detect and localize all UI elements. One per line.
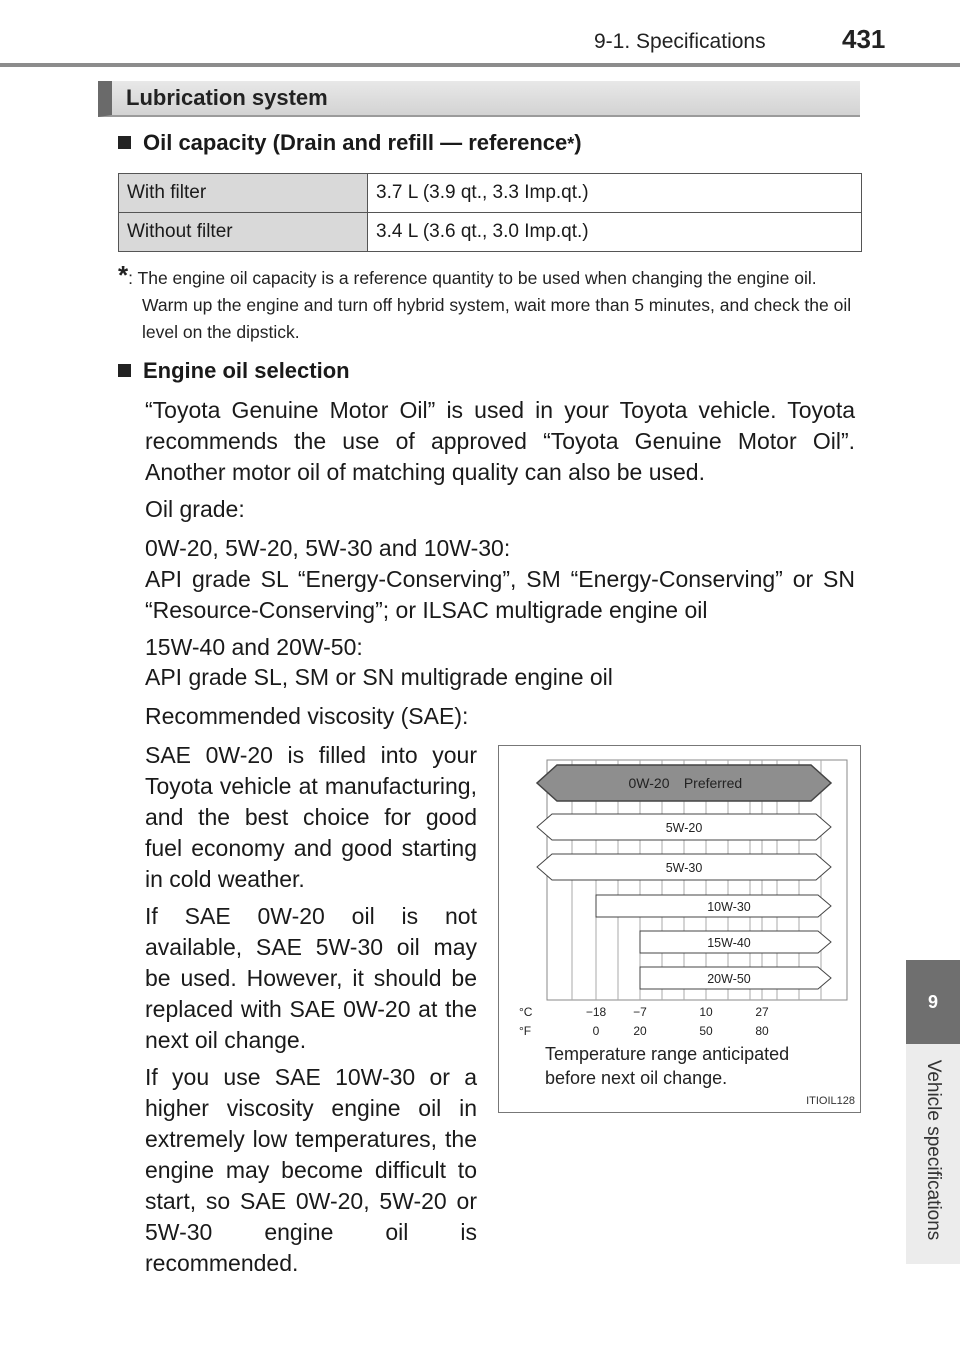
square-bullet-icon (118, 136, 131, 149)
bar-label: 0W-20 (628, 775, 670, 791)
chapter-tab[interactable] (906, 960, 960, 1044)
bar-label: 10W-30 (707, 900, 751, 914)
grade-b-text: API grade SL, SM or SN multigrade engine oil (145, 664, 613, 690)
tick-label-celsius: −18 (585, 1005, 607, 1019)
square-bullet-icon (118, 364, 131, 377)
table-cell-label: With filter (119, 174, 368, 213)
tick-label-fahrenheit: 50 (699, 1024, 713, 1038)
tick-label-fahrenheit: 0 (592, 1024, 600, 1038)
oil-capacity-heading (118, 130, 582, 156)
grade-b-title: 15W-40 and 20W-50: (145, 634, 363, 660)
bar-note: Preferred (683, 775, 743, 791)
header-section-title: 9-1. Specifications (594, 30, 766, 53)
footnote-asterisk: * (118, 260, 129, 290)
chapter-number: 9 (927, 991, 938, 1012)
oil-capacity-table (118, 173, 862, 252)
page-number: 431 (842, 24, 886, 54)
oil-capacity-heading-close: ) (574, 130, 582, 155)
bar-label: 15W-40 (707, 936, 751, 950)
section-title-bar (98, 81, 860, 117)
tick-label-celsius: 10 (699, 1005, 713, 1019)
footnote-text: : The engine oil capacity is a reference quantity to be used when changing the engine oil. Warm up the engine and turn off hybrid system, wait more than 5 minutes, and check the oil level on the dipstick. (128, 268, 852, 342)
grade-a-title: 0W-20, 5W-20, 5W-30 and 10W-30: (145, 535, 511, 561)
tick-label-celsius: 27 (755, 1005, 769, 1019)
tick-label-celsius: −7 (633, 1005, 647, 1019)
viscosity-chart (498, 745, 861, 1113)
reference-asterisk: * (567, 134, 575, 154)
header-divider (0, 63, 960, 67)
axis-unit-fahrenheit: °F (519, 1024, 532, 1038)
bar-label: 20W-50 (707, 972, 751, 986)
oil-grade-label: Oil grade: (145, 496, 245, 522)
footnote (118, 262, 858, 346)
engine-oil-intro: “Toyota Genuine Motor Oil” is used in your Toyota vehicle. Toyota recommends the use of approved “Toyota Genuine Motor Oil”. Another motor oil of matching quality can also be used. (145, 397, 855, 485)
table-cell-value: 3.4 L (3.6 qt., 3.0 Imp.qt.) (368, 213, 862, 252)
tick-label-fahrenheit: 80 (755, 1024, 769, 1038)
table-cell-label: Without filter (119, 213, 368, 252)
section-title: Lubrication system (126, 85, 328, 110)
grade-a-text: API grade SL “Energy-Conserving”, SM “Energy-Conserving” or SN “Resource-Conserving”; or ILSAC multigrade engine oil (145, 566, 855, 623)
axis-unit-celsius: °C (519, 1005, 533, 1019)
oil-capacity-heading-text: Oil capacity (Drain and refill — reference (143, 130, 568, 155)
paragraph-factory-fill: SAE 0W-20 is filled into your Toyota vehicle at manufacturing, and the best choice for good fuel economy and good starting in cold weather. (145, 742, 477, 892)
table-cell-value: 3.7 L (3.9 qt., 3.3 Imp.qt.) (368, 174, 862, 213)
chapter-label: Vehicle specifications (923, 1059, 944, 1241)
table-row (119, 174, 862, 213)
chart-caption: Temperature range anticipated before next oil change. (545, 1044, 790, 1088)
tick-label-fahrenheit: 20 (633, 1024, 647, 1038)
engine-oil-heading (118, 358, 350, 384)
table-row (119, 213, 862, 252)
viscosity-label: Recommended viscosity (SAE): (145, 703, 469, 729)
bar-label: 5W-30 (665, 861, 703, 875)
paragraph-substitute-oil: If SAE 0W-20 oil is not available, SAE 5W-30 oil may be used. However, it should be replaced with SAE 0W-20 at the next oil change. (145, 903, 477, 1053)
paragraph-low-temperature: If you use SAE 10W-30 or a higher viscosity engine oil in extremely low temperatures, the engine may become difficult to start, so SAE 0W-20, 5W-20 or 5W-30 engine oil is recommended. (145, 1064, 477, 1276)
engine-oil-heading-text: Engine oil selection (143, 358, 350, 383)
bar-label: 5W-20 (665, 821, 703, 835)
figure-code: ITIOIL128 (806, 1095, 855, 1107)
